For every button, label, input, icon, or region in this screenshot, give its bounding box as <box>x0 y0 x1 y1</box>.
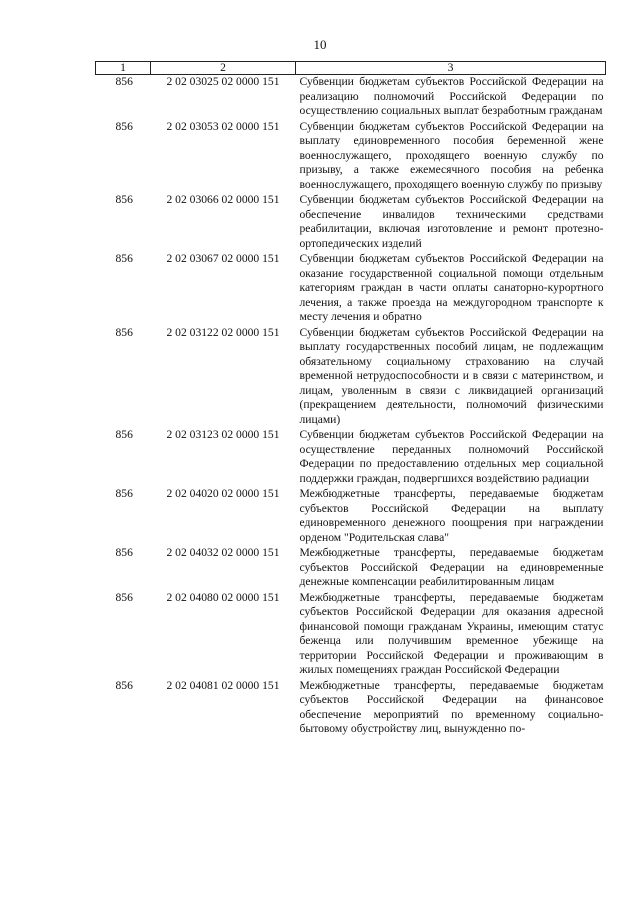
table-row <box>96 252 606 326</box>
table-row <box>96 120 606 194</box>
budget-code: 2 02 04032 02 0000 151 <box>166 546 280 559</box>
admin-code: 856 <box>115 546 133 559</box>
revenue-name: Межбюджетные трансферты, передаваемые бюджетам субъектов Российской Федерации на единовременные денежные компенсации реабилитированным лицам <box>299 546 604 588</box>
admin-code: 856 <box>115 678 133 692</box>
revenue-name: Субвенции бюджетам субъектов Российской Федерации на осуществление переданных полномочий Российской Федерации по предоставлению отдельных мер социальной поддержки граждан, подвергшихся воздействию радиации <box>299 428 604 485</box>
budget-code: 2 02 03053 02 0000 151 <box>166 119 280 133</box>
table-row <box>96 591 606 679</box>
table-row <box>96 193 606 252</box>
admin-code: 856 <box>115 487 133 500</box>
revenue-name: Субвенции бюджетам субъектов Российской Федерации на выплату государственных пособий лицам, не подлежащим обязательному социальному страхованию на случай временной нетрудоспособности и в связи с материнством, и лицам, уволенным в связи с ликвидацией организаций (прекращением деятельности, полномочий физическими лицами) <box>299 325 604 426</box>
header-col-2: 2 <box>151 62 296 75</box>
table-row <box>96 75 606 120</box>
budget-classification-table <box>95 61 606 738</box>
budget-code: 2 02 04020 02 0000 151 <box>166 487 280 500</box>
budget-code: 2 02 03067 02 0000 151 <box>166 252 280 265</box>
admin-code: 856 <box>115 119 133 133</box>
budget-code: 2 02 04080 02 0000 151 <box>166 590 280 604</box>
header-col-3: 3 <box>296 62 606 75</box>
table-row <box>96 679 606 738</box>
budget-code: 2 02 03123 02 0000 151 <box>166 428 280 441</box>
revenue-name: Субвенции бюджетам субъектов Российской Федерации на реализацию полномочий Российской Федерации по осуществлению социальных выплат безработным гражданам <box>299 75 604 117</box>
table-row <box>96 546 606 591</box>
table-row <box>96 487 606 546</box>
table-header-row <box>96 62 606 75</box>
budget-code: 2 02 03066 02 0000 151 <box>166 193 280 206</box>
revenue-name: Межбюджетные трансферты, передаваемые бюджетам субъектов Российской Федерации для оказания адресной финансовой помощи гражданам Украины, имеющим статус беженца или получившим временное убежище на территории Российской Федерации и проживающим в жилых помещениях граждан Российской Федерации <box>299 590 604 676</box>
revenue-name: Субвенции бюджетам субъектов Российской Федерации на выплату единовременного пособия беременной жене военнослужащего, проходящего военную службу по призыву, а также ежемесячного пособия на ребенка военнослужащего, проходящего военную службу по призыву <box>299 119 604 191</box>
admin-code: 856 <box>115 325 133 339</box>
table-row <box>96 326 606 429</box>
table-row <box>96 428 606 487</box>
admin-code: 856 <box>115 75 133 88</box>
budget-code: 2 02 03122 02 0000 151 <box>166 325 280 339</box>
admin-code: 856 <box>115 590 133 604</box>
admin-code: 856 <box>115 193 133 206</box>
page-number: 10 <box>313 37 327 52</box>
header-col-1: 1 <box>96 62 151 75</box>
revenue-name: Межбюджетные трансферты, передаваемые бюджетам субъектов Российской Федерации на выплату единовременного денежного поощрения при награждении орденом "Родительская слава" <box>299 487 604 544</box>
budget-code: 2 02 04081 02 0000 151 <box>166 678 280 692</box>
revenue-name: Субвенции бюджетам субъектов Российской Федерации на оказание государственной социальной помощи отдельным категориям граждан в части оплаты санаторно-курортного лечения, а также проезда на междугородном транспорте к месту лечения и обратно <box>299 252 604 323</box>
budget-code: 2 02 03025 02 0000 151 <box>166 75 280 88</box>
admin-code: 856 <box>115 428 133 441</box>
revenue-name: Межбюджетные трансферты, передаваемые бюджетам субъектов Российской Федерации на финансовое обеспечение мероприятий по временному социально-бытовому обустройству лиц, вынужденно по- <box>299 678 604 735</box>
admin-code: 856 <box>115 252 133 265</box>
revenue-name: Субвенции бюджетам субъектов Российской Федерации на обеспечение инвалидов техническими средствами реабилитации, включая изготовление и ремонт протезно-ортопедических изделий <box>299 193 604 250</box>
